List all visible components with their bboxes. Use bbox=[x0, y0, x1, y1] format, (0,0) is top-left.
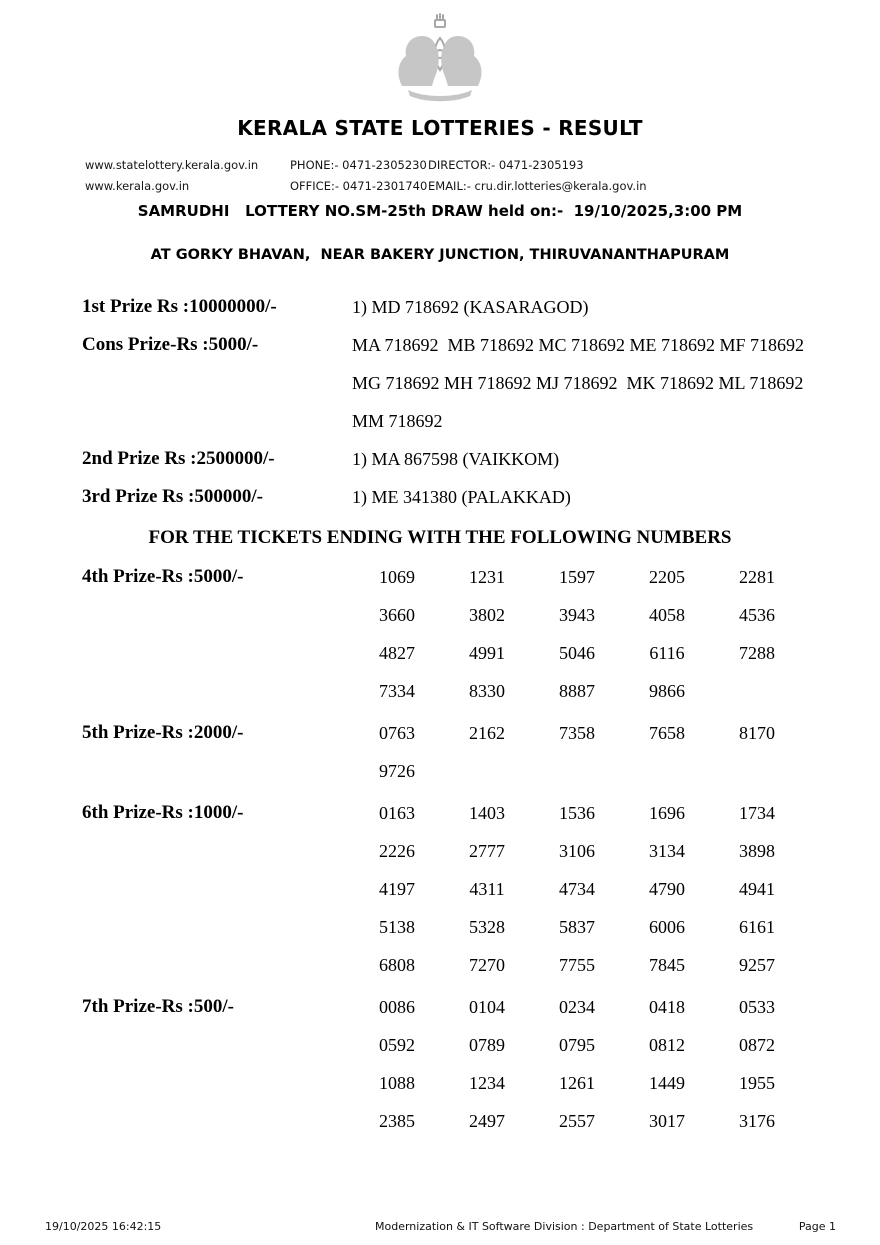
prize-row bbox=[0, 440, 880, 478]
prize-winners bbox=[352, 326, 804, 440]
ticket-number: 9257 bbox=[739, 955, 775, 975]
contact-row-1 bbox=[85, 155, 880, 176]
ticket-number: 1536 bbox=[559, 803, 595, 823]
ticket-number: 8330 bbox=[469, 681, 505, 701]
ending-numbers-heading: FOR THE TICKETS ENDING WITH THE FOLLOWING NUMBERS bbox=[148, 527, 732, 548]
ticket-number: 7755 bbox=[559, 955, 595, 975]
ticket-number: 0086 bbox=[379, 997, 415, 1017]
ticket-number: 0872 bbox=[739, 1035, 775, 1055]
ticket-number: 3134 bbox=[649, 841, 685, 861]
ticket-number: 0812 bbox=[649, 1035, 685, 1055]
ticket-number: 5328 bbox=[469, 917, 505, 937]
prize-winner-line: MA 718692 MB 718692 MC 718692 ME 718692 MF 718692 bbox=[352, 335, 805, 355]
ticket-number: 4197 bbox=[379, 879, 415, 899]
ticket-number: 0592 bbox=[379, 1035, 415, 1055]
ticket-row bbox=[352, 832, 802, 870]
ticket-number: 8887 bbox=[559, 681, 595, 701]
ticket-number: 5837 bbox=[559, 917, 595, 937]
ticket-number: 6006 bbox=[649, 917, 685, 937]
prize-winners bbox=[352, 288, 589, 326]
prize-tier-label: 7th Prize-Rs :500/- bbox=[82, 996, 234, 1017]
email-address: EMAIL:- cru.dir.lotteries@kerala.gov.in bbox=[428, 179, 647, 193]
ticket-row bbox=[352, 908, 802, 946]
prize-tier-label: 5th Prize-Rs :2000/- bbox=[82, 722, 244, 743]
prize-tier-label: 6th Prize-Rs :1000/- bbox=[82, 802, 244, 823]
ticket-number: 0789 bbox=[469, 1035, 505, 1055]
ticket-number: 1234 bbox=[469, 1073, 505, 1093]
ticket-number: 2205 bbox=[649, 567, 685, 587]
ticket-row bbox=[352, 634, 802, 672]
ticket-number: 3106 bbox=[559, 841, 595, 861]
phone-number: PHONE:- 0471-2305230 bbox=[290, 158, 427, 172]
ticket-number: 4734 bbox=[559, 879, 595, 899]
ticket-row bbox=[352, 988, 802, 1026]
ticket-row bbox=[352, 794, 802, 832]
website-kerala: www.kerala.gov.in bbox=[85, 179, 190, 193]
ticket-row bbox=[352, 870, 802, 908]
ticket-row bbox=[352, 714, 802, 752]
ticket-row bbox=[352, 1102, 802, 1140]
ticket-number: 2557 bbox=[559, 1111, 595, 1131]
prize-winners bbox=[352, 478, 571, 516]
ticket-row bbox=[352, 946, 802, 984]
ticket-number: 7658 bbox=[649, 723, 685, 743]
ticket-number: 0104 bbox=[469, 997, 505, 1017]
ticket-number: 0533 bbox=[739, 997, 775, 1017]
ticket-number: 6808 bbox=[379, 955, 415, 975]
ticket-number: 4790 bbox=[649, 879, 685, 899]
ticket-number: 4311 bbox=[469, 879, 505, 899]
ticket-number: 6161 bbox=[739, 917, 775, 937]
ticket-number: 1696 bbox=[649, 803, 685, 823]
prize-winner-line: MG 718692 MH 718692 MJ 718692 MK 718692 ML 718692 bbox=[352, 373, 804, 393]
ticket-number: 1403 bbox=[469, 803, 505, 823]
ticket-number: 7270 bbox=[469, 955, 505, 975]
ticket-row bbox=[352, 558, 802, 596]
prize-tier-label: 4th Prize-Rs :5000/- bbox=[82, 566, 244, 587]
ticket-number: 4827 bbox=[379, 643, 415, 663]
prize-tier-label: 2nd Prize Rs :2500000/- bbox=[82, 448, 275, 469]
ticket-number: 1231 bbox=[469, 567, 505, 587]
ticket-number: 6116 bbox=[649, 643, 685, 663]
ticket-row bbox=[352, 596, 802, 634]
ticket-rows bbox=[352, 714, 802, 790]
ticket-row bbox=[352, 1026, 802, 1064]
page-title: KERALA STATE LOTTERIES - RESULT bbox=[237, 116, 643, 140]
ticket-number: 1955 bbox=[739, 1073, 775, 1093]
ticket-number: 8170 bbox=[739, 723, 775, 743]
ending-prize-section bbox=[0, 714, 880, 790]
ticket-number: 7358 bbox=[559, 723, 595, 743]
director-number: DIRECTOR:- 0471-2305193 bbox=[428, 158, 584, 172]
prize-tier-label: 3rd Prize Rs :500000/- bbox=[82, 486, 263, 507]
ticket-number: 4941 bbox=[739, 879, 775, 899]
contact-row-2 bbox=[85, 176, 880, 197]
ticket-number: 0763 bbox=[379, 723, 415, 743]
generated-timestamp: 19/10/2025 16:42:15 bbox=[45, 1220, 162, 1233]
page-number: Page 1 bbox=[798, 1220, 836, 1233]
ticket-number: 0234 bbox=[559, 997, 595, 1017]
ticket-number: 4991 bbox=[469, 643, 505, 663]
ticket-number: 3943 bbox=[559, 605, 595, 625]
ticket-number: 2281 bbox=[739, 567, 775, 587]
ticket-number: 7845 bbox=[649, 955, 685, 975]
ticket-number: 2777 bbox=[469, 841, 505, 861]
prize-row bbox=[0, 478, 880, 516]
kerala-govt-emblem-icon bbox=[388, 8, 492, 104]
ticket-number: 1597 bbox=[559, 567, 595, 587]
ticket-number: 2497 bbox=[469, 1111, 505, 1131]
ticket-number: 7334 bbox=[379, 681, 415, 701]
ticket-number: 3898 bbox=[739, 841, 775, 861]
ticket-number: 0418 bbox=[649, 997, 685, 1017]
ticket-row bbox=[352, 752, 802, 790]
ticket-number: 7288 bbox=[739, 643, 775, 663]
top-prizes bbox=[0, 288, 880, 516]
ticket-row bbox=[352, 672, 802, 710]
ticket-rows bbox=[352, 988, 802, 1140]
ticket-number: 4536 bbox=[739, 605, 775, 625]
ticket-number: 2385 bbox=[379, 1111, 415, 1131]
draw-title: SAMRUDHI LOTTERY NO.SM-25th DRAW held on:- 19/10/2025,3:00 PM bbox=[137, 202, 743, 220]
website-statelottery: www.statelottery.kerala.gov.in bbox=[85, 158, 259, 172]
page-footer bbox=[0, 1218, 880, 1233]
prize-winner-line: 1) MD 718692 (KASARAGOD) bbox=[352, 297, 589, 317]
prize-winners bbox=[352, 440, 559, 478]
ticket-number: 5046 bbox=[559, 643, 595, 663]
ticket-number: 3176 bbox=[739, 1111, 775, 1131]
ticket-number: 5138 bbox=[379, 917, 415, 937]
ticket-number: 3017 bbox=[649, 1111, 685, 1131]
ticket-number: 0795 bbox=[559, 1035, 595, 1055]
contact-block bbox=[85, 155, 880, 197]
ticket-number: 1261 bbox=[559, 1073, 595, 1093]
ticket-number: 1088 bbox=[379, 1073, 415, 1093]
ticket-rows bbox=[352, 794, 802, 984]
ticket-row bbox=[352, 1064, 802, 1102]
ticket-number: 2226 bbox=[379, 841, 415, 861]
ticket-number: 0163 bbox=[379, 803, 415, 823]
ticket-number: 3660 bbox=[379, 605, 415, 625]
prize-tier-label: 1st Prize Rs :10000000/- bbox=[82, 296, 277, 317]
division-credit: Modernization & IT Software Division : Department of State Lotteries bbox=[375, 1220, 754, 1233]
ticket-rows bbox=[352, 558, 802, 710]
prize-winner-line: 1) MA 867598 (VAIKKOM) bbox=[352, 449, 560, 469]
venue-line: AT GORKY BHAVAN, NEAR BAKERY JUNCTION, THIRUVANANTHAPURAM bbox=[150, 247, 730, 263]
prize-row bbox=[0, 288, 880, 326]
ticket-number: 4058 bbox=[649, 605, 685, 625]
prize-winner-line: 1) ME 341380 (PALAKKAD) bbox=[352, 487, 571, 507]
ticket-number: 1069 bbox=[379, 567, 415, 587]
ticket-number: 3802 bbox=[469, 605, 505, 625]
ticket-number: 1449 bbox=[649, 1073, 685, 1093]
ticket-number: 1734 bbox=[739, 803, 775, 823]
ticket-number: 2162 bbox=[469, 723, 505, 743]
prize-row bbox=[0, 326, 880, 440]
ticket-number: 9866 bbox=[649, 681, 685, 701]
ending-prize-section bbox=[0, 988, 880, 1140]
ticket-number: 9726 bbox=[379, 761, 415, 781]
ending-prizes bbox=[0, 558, 880, 1140]
office-number: OFFICE:- 0471-2301740 bbox=[290, 179, 428, 193]
ending-prize-section bbox=[0, 558, 880, 710]
prize-tier-label: Cons Prize-Rs :5000/- bbox=[82, 334, 259, 355]
prize-winner-line: MM 718692 bbox=[352, 411, 443, 431]
ending-prize-section bbox=[0, 794, 880, 984]
